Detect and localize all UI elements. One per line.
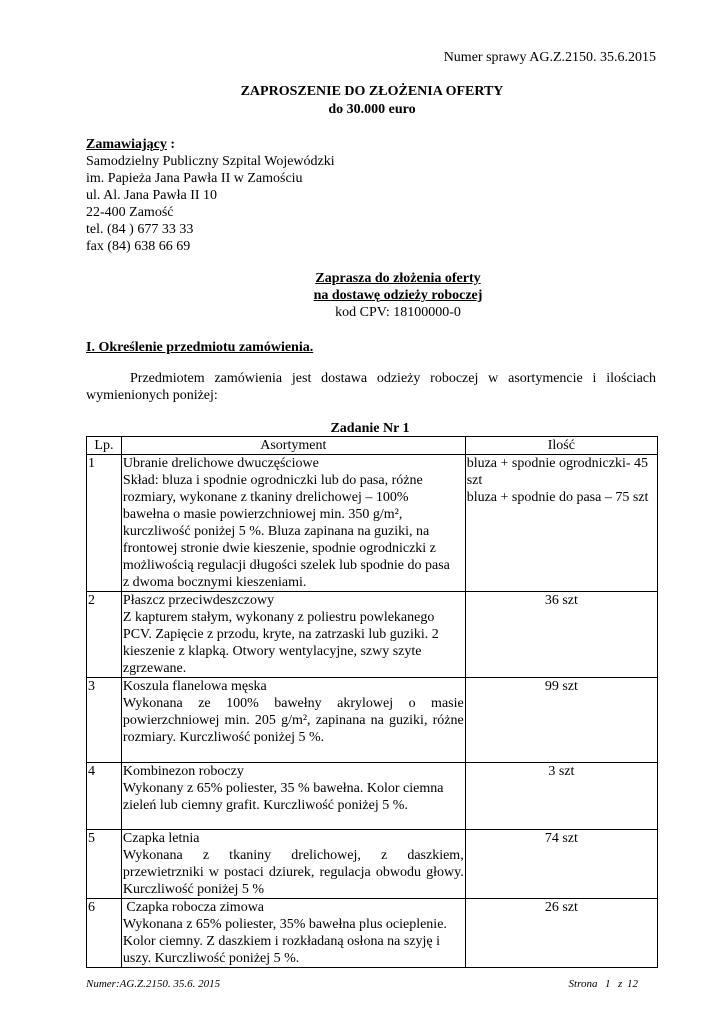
- invitation-line-1: Zaprasza do złożenia oferty: [315, 271, 481, 286]
- row-quantity: 36 szt: [465, 592, 657, 678]
- buyer-heading-suffix: :: [166, 137, 176, 152]
- item-name: Koszula flanelowa męska: [122, 679, 267, 694]
- item-description: Wykonana z 65% poliester, 35% bawełna plus ocieplenie. Kolor ciemny. Z daszkiem i rozkładaną osłona na szyję i uszy. Kurczliwość poniżej 5 %.: [122, 917, 447, 966]
- item-description: Wykonana z tkaniny drelichowej, z daszkiem, przewietrzniki w postaci dziurek, regulacja obwodu głowy. Kurczliwość poniżej 5 %: [122, 848, 464, 897]
- item-name: Płaszcz przeciwdeszczowy: [122, 593, 275, 608]
- table-header-row: [87, 437, 658, 455]
- item-description: Skład: bluza i spodnie ogrodniczki lub do pasa, różne rozmiary, wykonane z tkaniny drelichowej – 100% bawełna o masie powierzchniowej min. 350 g/m², kurczliwość poniżej 5 %. Bluza zapinana na guziki, na frontowej stronie dwie kieszenie, spodnie ogrodniczki z możliwością regulacji długości szelek lub spodnie do pasa z dwoma bocznymi kieszeniami.: [122, 473, 450, 590]
- buyer-line: fax (84) 638 66 69: [86, 239, 191, 254]
- table-row: [87, 830, 658, 899]
- row-assortment: [121, 592, 465, 678]
- section-intro-text: Przedmiotem zamówienia jest dostawa odzieży roboczej w asortymencie i ilościach wymienionych poniżej:: [86, 371, 656, 403]
- page-total: 12: [627, 978, 638, 990]
- buyer-heading-label: Zamawiający: [86, 137, 167, 152]
- row-quantity: 3 szt: [465, 763, 657, 830]
- case-number: Numer sprawy AG.Z.2150. 35.6.2015: [443, 50, 656, 65]
- document-subtitle: do 30.000 euro: [328, 102, 416, 117]
- column-header-assortment: Asortyment: [121, 437, 465, 455]
- table-row: [87, 678, 658, 763]
- item-name: Czapka robocza zimowa: [122, 900, 265, 915]
- buyer-line: tel. (84 ) 677 33 33: [86, 222, 194, 237]
- document-title: ZAPROSZENIE DO ZŁOŻENIA OFERTY: [240, 84, 504, 99]
- row-lp: 5: [87, 830, 122, 899]
- row-assortment: [121, 830, 465, 899]
- table-row: [87, 592, 658, 678]
- section-heading: I. Określenie przedmiotu zamówienia.: [86, 340, 314, 355]
- buyer-line: Samodzielny Publiczny Szpital Wojewódzki: [86, 154, 335, 169]
- item-name: Czapka letnia: [122, 831, 200, 846]
- page-number: 1: [604, 978, 611, 990]
- item-description: Wykonany z 65% poliester, 35 % bawełna. Kolor ciemna zieleń lub ciemny grafit. Kurczliwość poniżej 5 %.: [122, 781, 444, 813]
- row-quantity: bluza + spodnie ogrodniczki- 45 szt bluza + spodnie do pasa – 75 szt: [465, 455, 657, 592]
- item-name: Ubranie drelichowe dwuczęściowe: [122, 456, 319, 471]
- row-quantity: 99 szt: [465, 678, 657, 763]
- row-quantity: 26 szt: [465, 899, 657, 968]
- row-lp: 2: [87, 592, 122, 678]
- item-description: Z kapturem stałym, wykonany z poliestru powlekanego PCV. Zapięcie z przodu, kryte, na zatrzaski lub guziki. 2 kieszenie z klapką. Otwory wentylacyjne, szwy szyte zgrzewane.: [122, 610, 439, 676]
- footer-page-indicator: [567, 978, 638, 990]
- column-header-lp: Lp.: [87, 437, 122, 455]
- item-description: Wykonana ze 100% bawełny akrylowej o masie powierzchniowej min. 205 g/m², zapinana na guziki, różne rozmiary. Kurczliwość poniżej 5 %.: [122, 696, 464, 745]
- row-quantity: 74 szt: [465, 830, 657, 899]
- row-assortment: [121, 455, 465, 592]
- row-lp: 3: [87, 678, 122, 763]
- row-assortment: [121, 678, 465, 763]
- row-lp: 1: [87, 455, 122, 592]
- buyer-line: 22-400 Zamość: [86, 205, 174, 220]
- row-lp: 6: [87, 899, 122, 968]
- footer-case-number: Numer:AG.Z.2150. 35.6. 2015: [86, 978, 221, 990]
- buyer-address: [86, 153, 335, 255]
- column-header-quantity: Ilość: [465, 437, 657, 455]
- cpv-code: kod CPV: 18100000-0: [335, 305, 461, 320]
- task-title: Zadanie Nr 1: [330, 421, 410, 436]
- buyer-heading: [86, 137, 175, 153]
- table-row: [87, 763, 658, 830]
- items-table: [86, 436, 658, 968]
- item-name: Kombinezon roboczy: [122, 764, 244, 779]
- buyer-line: im. Papieża Jana Pawła II w Zamościu: [86, 171, 303, 186]
- section-intro: [86, 370, 656, 404]
- row-lp: 4: [87, 763, 122, 830]
- buyer-line: ul. Al. Jana Pawła II 10: [86, 188, 218, 203]
- page-separator: z: [617, 978, 623, 990]
- invitation-line-2: na dostawę odzieży roboczej: [313, 288, 483, 303]
- page-label: Strona: [568, 978, 598, 990]
- row-assortment: [121, 899, 465, 968]
- row-assortment: [121, 763, 465, 830]
- table-row: [87, 899, 658, 968]
- table-row: [87, 455, 658, 592]
